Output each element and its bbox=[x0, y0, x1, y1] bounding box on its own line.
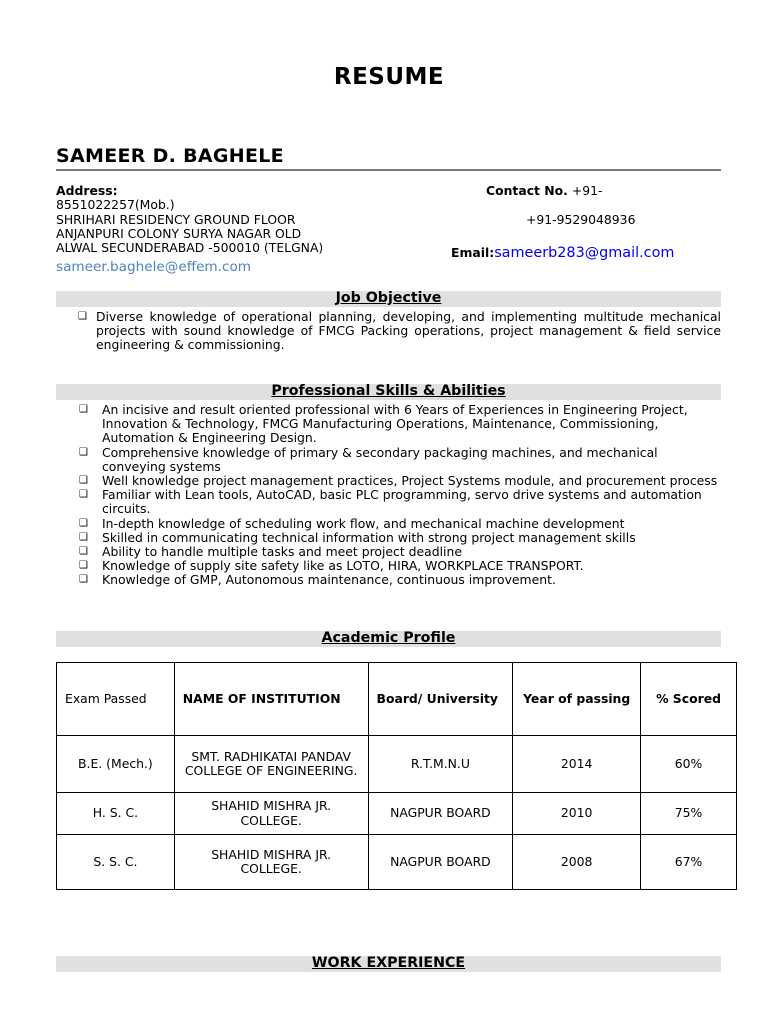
resume-title: RESUME bbox=[333, 64, 445, 90]
skill-text: In-depth knowledge of scheduling work flow, and mechanical machine development bbox=[102, 515, 625, 531]
contact-block bbox=[486, 184, 602, 198]
cell-institution: SMT. RADHIKATAI PANDAV COLLEGE OF ENGINEERING. bbox=[174, 736, 368, 793]
cell-board: R.T.M.N.U bbox=[368, 736, 513, 793]
header-year: Year of passing bbox=[513, 663, 641, 736]
skill-text: Knowledge of supply site safety like as LOTO, HIRA, WORKPLACE TRANSPORT. bbox=[102, 558, 584, 574]
work-experience-heading: WORK EXPERIENCE bbox=[311, 955, 466, 971]
table-header-row bbox=[57, 663, 737, 736]
skill-text: Familiar with Lean tools, AutoCAD, basic PLC programming, servo drive systems and automation circuits. bbox=[102, 487, 702, 517]
skill-text: Ability to handle multiple tasks and meet project deadline bbox=[102, 544, 462, 560]
cell-score: 67% bbox=[641, 835, 737, 890]
cell-institution: SHAHID MISHRA JR. COLLEGE. bbox=[174, 793, 368, 835]
list-item bbox=[79, 515, 722, 531]
skill-text: Comprehensive knowledge of primary & secondary packaging machines, and mechanical conveying systems bbox=[102, 444, 658, 474]
contact-phone-2: +91-9529048936 bbox=[526, 212, 636, 227]
academic-table bbox=[56, 662, 737, 890]
address-label: Address: bbox=[56, 183, 118, 198]
job-objective-heading: Job Objective bbox=[335, 290, 442, 306]
email-link[interactable]: sameerb283@gmail.com bbox=[494, 245, 675, 261]
bullet-icon: ❑ bbox=[79, 560, 88, 572]
address-line: SHRIHARI RESIDENCY GROUND FLOOR bbox=[56, 211, 296, 227]
cell-exam: S. S. C. bbox=[57, 835, 175, 890]
address-line: ANJANPURI COLONY SURYA NAGAR OLD bbox=[56, 225, 302, 241]
skills-heading: Professional Skills & Abilities bbox=[271, 383, 506, 399]
cell-board: NAGPUR BOARD bbox=[368, 793, 513, 835]
bullet-icon: ❑ bbox=[79, 531, 88, 543]
bullet-icon: ❑ bbox=[79, 489, 88, 501]
cell-score: 75% bbox=[641, 793, 737, 835]
header-board: Board/ University bbox=[368, 663, 513, 736]
bullet-icon: ❑ bbox=[78, 311, 87, 322]
cell-exam: H. S. C. bbox=[57, 793, 175, 835]
cell-exam: B.E. (Mech.) bbox=[57, 736, 175, 793]
candidate-name: SAMEER D. BAGHELE bbox=[56, 145, 284, 167]
alt-email-link[interactable]: sameer.baghele@effem.com bbox=[56, 259, 252, 275]
cell-institution: SHAHID MISHRA JR. COLLEGE. bbox=[174, 835, 368, 890]
header-score: % Scored bbox=[641, 663, 737, 736]
address-block bbox=[56, 184, 323, 255]
email-row bbox=[451, 242, 674, 261]
cell-score: 60% bbox=[641, 736, 737, 793]
name-underline-divider bbox=[56, 169, 721, 171]
list-item bbox=[79, 572, 722, 588]
cell-year: 2010 bbox=[513, 793, 641, 835]
list-item bbox=[79, 529, 722, 545]
list-item bbox=[79, 558, 722, 574]
list-item bbox=[79, 473, 722, 489]
email-label: Email: bbox=[451, 245, 495, 260]
skill-text: Skilled in communicating technical information with strong project management skills bbox=[102, 529, 636, 545]
contact-phone-1: +91- bbox=[571, 183, 603, 198]
skill-text: An incisive and result oriented professional with 6 Years of Experiences in Engineering Project, Innovation & Technology, FMCG Manufacturing Operations, Maintenance, Commissioning, Automation & Engineering Design. bbox=[102, 402, 688, 446]
skill-text: Well knowledge project management practices, Project Systems module, and procurement process bbox=[102, 473, 718, 489]
list-item bbox=[79, 444, 722, 474]
address-line: 8551022257(Mob.) bbox=[56, 197, 175, 213]
bullet-icon: ❑ bbox=[79, 574, 88, 586]
objective-text: Diverse knowledge of operational planning, developing, and implementing multitude mechanical projects with sound knowledge of FMCG Packing operations, project management & field service engineering & commissioning. bbox=[96, 309, 721, 353]
cell-year: 2014 bbox=[513, 736, 641, 793]
skill-text: Knowledge of GMP, Autonomous maintenance, continuous improvement. bbox=[102, 572, 556, 588]
table-row bbox=[57, 793, 737, 835]
list-item bbox=[79, 487, 722, 517]
academic-heading: Academic Profile bbox=[321, 630, 456, 646]
cell-year: 2008 bbox=[513, 835, 641, 890]
bullet-icon: ❑ bbox=[79, 546, 88, 558]
skills-list bbox=[79, 402, 722, 588]
bullet-icon: ❑ bbox=[79, 475, 88, 487]
list-item bbox=[79, 544, 722, 560]
header-exam: Exam Passed bbox=[57, 663, 175, 736]
address-line: ALWAL SECUNDERABAD -500010 (TELGNA) bbox=[56, 240, 324, 256]
header-institution: NAME OF INSTITUTION bbox=[174, 663, 368, 736]
bullet-icon: ❑ bbox=[79, 446, 88, 458]
list-item bbox=[79, 402, 722, 446]
table-row bbox=[57, 835, 737, 890]
contact-label: Contact No. bbox=[486, 183, 568, 198]
bullet-icon: ❑ bbox=[79, 517, 88, 529]
job-objective-list bbox=[78, 309, 721, 353]
table-row bbox=[57, 736, 737, 793]
list-item bbox=[78, 309, 721, 353]
bullet-icon: ❑ bbox=[79, 404, 88, 415]
cell-board: NAGPUR BOARD bbox=[368, 835, 513, 890]
